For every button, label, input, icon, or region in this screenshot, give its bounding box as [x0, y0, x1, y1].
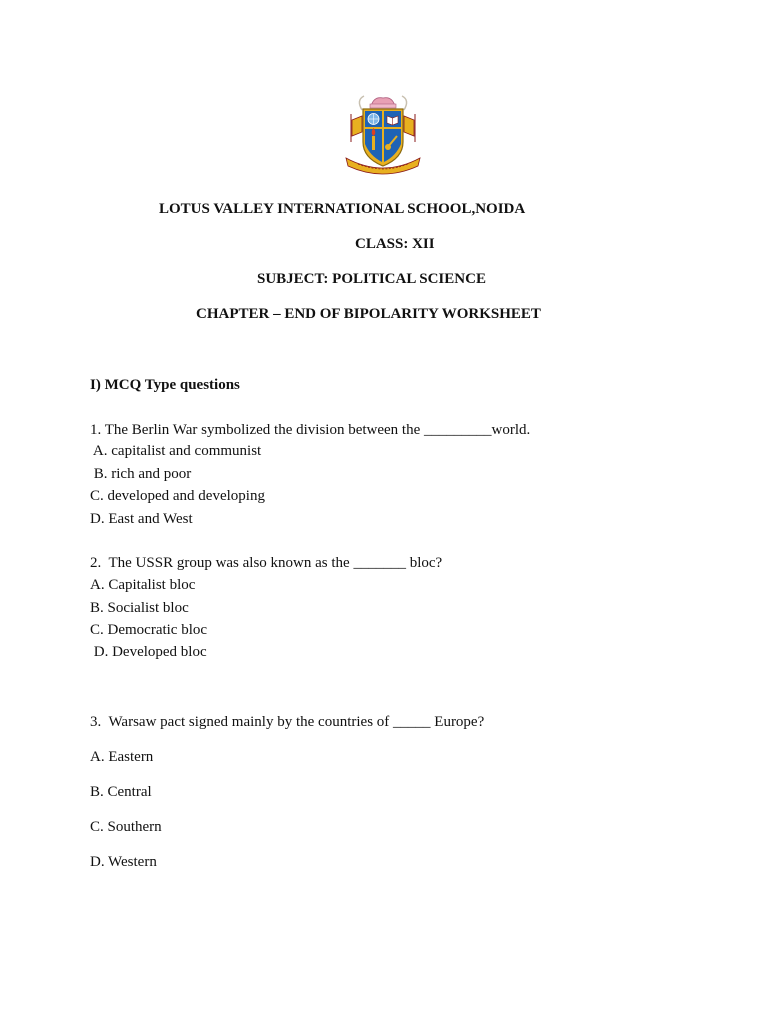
- question-3-option-b: B. Central: [90, 784, 152, 800]
- question-2-option-c: C. Democratic bloc: [90, 622, 208, 638]
- question-3-text: 3. Warsaw pact signed mainly by the countries of _____ Europe?: [90, 714, 485, 730]
- question-1-option-d: D. East and West: [90, 511, 193, 527]
- section-title: I) MCQ Type questions: [90, 377, 240, 393]
- chapter-title: CHAPTER – END OF BIPOLARITY WORKSHEET: [196, 306, 541, 322]
- question-2-option-b: B. Socialist bloc: [90, 600, 189, 616]
- question-1-option-b: B. rich and poor: [90, 466, 192, 482]
- question-2-option-d: D. Developed bloc: [90, 644, 207, 660]
- subject-label: SUBJECT: POLITICAL SCIENCE: [257, 271, 486, 287]
- class-label: CLASS: XII: [355, 236, 435, 252]
- question-2-option-a: A. Capitalist bloc: [90, 577, 196, 593]
- question-1-option-c: C. developed and developing: [90, 488, 265, 504]
- question-3-option-d: D. Western: [90, 854, 157, 870]
- question-1-option-a: A. capitalist and communist: [90, 443, 262, 459]
- question-3-option-c: C. Southern: [90, 819, 162, 835]
- school-name: LOTUS VALLEY INTERNATIONAL SCHOOL,NOIDA: [159, 201, 526, 217]
- question-1-text: 1. The Berlin War symbolized the division between the _________world.: [90, 422, 531, 438]
- school-crest-icon: [338, 92, 428, 178]
- question-2-text: 2. The USSR group was also known as the _______ bloc?: [90, 555, 443, 571]
- question-3-option-a: A. Eastern: [90, 749, 154, 765]
